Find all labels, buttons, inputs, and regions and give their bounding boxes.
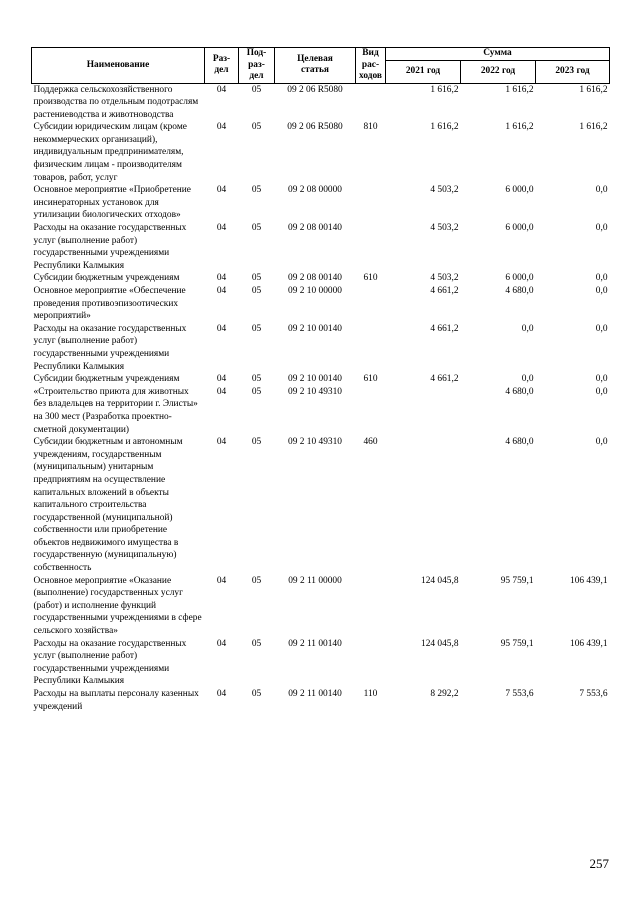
row-sum-2022: 6 000,0: [505, 273, 534, 284]
header-2023: 2023 год: [536, 61, 610, 83]
row-expense-type: [356, 638, 386, 688]
table-row: [32, 121, 610, 184]
row-expense-type: 610: [363, 374, 378, 385]
row-expense-type: [356, 386, 386, 436]
table-row: [32, 436, 610, 575]
row-sum-2021: [386, 386, 461, 436]
row-target: 09 2 08 00000: [288, 185, 342, 196]
table-row: [32, 575, 610, 638]
row-sum-2022: 95 759,1: [500, 575, 534, 586]
row-sum-2023: 0,0: [595, 437, 608, 448]
row-subsection: 05: [251, 286, 262, 296]
row-expense-type: 110: [363, 689, 378, 699]
row-name: Субсидии бюджетным и автономным учреждениям, государственным (муниципальным) унитарным предприятиям на осуществление капитальных вложений в объекты капитального строительства государственной (муниципальной) собственности или приобретение объектов недвижимого имущества в государственную (муниципальную) собственность: [33, 437, 183, 574]
row-name: Поддержка сельскохозяйственного производства по отдельным подотраслям растениеводства и животноводства: [33, 84, 199, 120]
row-section: 04: [216, 122, 227, 133]
page-number: 257: [589, 856, 609, 871]
row-name: «Строительство приюта для животных без владельцев на территории г. Элисты» на 300 мест (Разработка проектно-сметной документации): [33, 386, 198, 435]
table-row: [32, 184, 610, 222]
row-subsection: 05: [251, 84, 262, 95]
row-expense-type: [356, 222, 386, 272]
row-section: 04: [216, 575, 227, 586]
row-target: 09 2 10 49310: [288, 386, 342, 397]
table-body: [32, 83, 610, 713]
row-sum-2021: 4 503,2: [430, 185, 459, 196]
row-sum-2023: 0,0: [595, 374, 608, 385]
row-section: 04: [216, 223, 227, 234]
table-row: [32, 688, 610, 713]
row-subsection: 05: [251, 437, 262, 448]
row-expense-type: 460: [363, 437, 378, 448]
row-sum-2023: 0,0: [595, 223, 608, 234]
row-subsection: 05: [251, 374, 262, 385]
header-2021: 2021 год: [386, 61, 461, 83]
table-row: [32, 83, 610, 121]
row-sum-2023: 0,0: [595, 286, 608, 296]
row-name: Основное мероприятие «Приобретение инсинераторных установок для утилизации биологических отходов»: [33, 185, 191, 221]
row-sum-2022: 7 553,6: [505, 689, 534, 699]
row-subsection: 05: [251, 273, 262, 284]
row-section: 04: [216, 638, 227, 649]
row-section: 04: [216, 323, 227, 334]
row-subsection: 05: [251, 185, 262, 196]
table-row: [32, 373, 610, 386]
header-sum: Сумма: [386, 48, 610, 61]
row-sum-2023: 0,0: [595, 323, 608, 334]
row-target: 09 2 11 00140: [288, 638, 342, 649]
row-sum-2021: 4 661,2: [430, 323, 459, 334]
row-name: Субсидии бюджетным учреждениям: [33, 273, 180, 284]
row-target: 09 2 10 00140: [288, 323, 342, 334]
row-sum-2022: 4 680,0: [505, 386, 534, 397]
row-expense-type: [356, 184, 386, 222]
row-sum-2022: 0,0: [521, 323, 534, 334]
row-section: 04: [216, 185, 227, 196]
row-sum-2023: 0,0: [595, 273, 608, 284]
row-sum-2021: 1 616,2: [430, 84, 459, 95]
row-sum-2022: 1 616,2: [505, 122, 534, 133]
row-target: 09 2 06 R5080: [287, 84, 343, 95]
row-sum-2021: 124 045,8: [421, 575, 459, 586]
row-expense-type: [356, 323, 386, 373]
row-sum-2022: 6 000,0: [505, 185, 534, 196]
row-sum-2023: 0,0: [595, 185, 608, 196]
row-expense-type: 810: [363, 122, 378, 133]
row-sum-2023: 106 439,1: [570, 638, 608, 649]
row-sum-2021: 4 503,2: [430, 273, 459, 284]
row-sum-2022: 0,0: [521, 374, 534, 385]
table-row: [32, 222, 610, 272]
row-name: Расходы на оказание государственных услуг (выполнение работ) государственными учреждениями Республики Калмыкия: [33, 638, 187, 687]
table-row: [32, 285, 610, 323]
row-sum-2021: 1 616,2: [430, 122, 459, 133]
row-target: 09 2 11 00000: [288, 575, 342, 586]
row-subsection: 05: [251, 575, 262, 586]
row-section: 04: [216, 437, 227, 448]
row-name: Субсидии юридическим лицам (кроме некоммерческих организаций), индивидуальным предпринимателям, физическим лицам - производителям товаров, работ, услуг: [33, 122, 187, 183]
row-subsection: 05: [251, 223, 262, 234]
row-expense-type: [356, 575, 386, 638]
row-subsection: 05: [251, 386, 262, 397]
row-sum-2023: 106 439,1: [570, 575, 608, 586]
row-sum-2021: [386, 436, 461, 575]
row-sum-2022: 95 759,1: [500, 638, 534, 649]
row-expense-type: [356, 83, 386, 121]
header-target: Целевая статья: [275, 48, 356, 84]
header-2022: 2022 год: [461, 61, 536, 83]
header-section: Раз- дел: [205, 48, 239, 84]
row-name: Расходы на выплаты персоналу казенных учреждений: [33, 689, 199, 712]
row-name: Основное мероприятие «Обеспечение проведения противоэпизоотических мероприятий»: [33, 286, 186, 322]
row-sum-2021: 8 292,2: [430, 689, 459, 699]
row-target: 09 2 08 00140: [288, 273, 342, 284]
row-sum-2021: 4 503,2: [430, 223, 459, 234]
row-name: Расходы на оказание государственных услуг (выполнение работ) государственными учреждениями Республики Калмыкия: [33, 323, 187, 372]
header-subsection: Под- раз- дел: [239, 48, 275, 84]
row-target: 09 2 10 00000: [288, 286, 342, 296]
row-sum-2023: 7 553,6: [579, 689, 608, 699]
table-row: [32, 386, 610, 436]
table-row: [32, 323, 610, 373]
row-section: 04: [216, 689, 227, 699]
row-target: 09 2 08 00140: [288, 223, 342, 234]
header-name: Наименование: [32, 48, 205, 84]
row-name: Основное мероприятие «Оказание (выполнение) государственных услуг (работ) и исполнение функций государственными учреждениями в сфере сельского хозяйства»: [33, 575, 202, 637]
row-sum-2021: 4 661,2: [430, 286, 459, 296]
row-subsection: 05: [251, 122, 262, 133]
row-expense-type: [356, 285, 386, 323]
row-sum-2023: 0,0: [595, 386, 608, 397]
row-sum-2022: 1 616,2: [505, 84, 534, 95]
row-expense-type: 610: [363, 273, 378, 284]
row-target: 09 2 10 49310: [288, 437, 342, 448]
row-sum-2023: 1 616,2: [579, 122, 608, 133]
row-section: 04: [216, 386, 227, 397]
row-sum-2021: 4 661,2: [430, 374, 459, 385]
row-name: Субсидии бюджетным учреждениям: [33, 374, 180, 385]
row-target: 09 2 06 R5080: [287, 122, 343, 133]
row-section: 04: [216, 84, 227, 95]
row-sum-2023: 1 616,2: [579, 84, 608, 95]
budget-table: [31, 47, 610, 713]
row-sum-2022: 4 680,0: [505, 286, 534, 296]
row-sum-2022: 6 000,0: [505, 223, 534, 234]
row-sum-2021: 124 045,8: [421, 638, 459, 649]
row-section: 04: [216, 286, 227, 296]
table-row: [32, 638, 610, 688]
row-subsection: 05: [251, 689, 262, 699]
header-expense-type: Вид рас- ходов: [356, 48, 386, 84]
row-section: 04: [216, 374, 227, 385]
row-sum-2022: 4 680,0: [505, 437, 534, 448]
table-row: [32, 272, 610, 285]
row-name: Расходы на оказание государственных услуг (выполнение работ) государственными учреждениями Республики Калмыкия: [33, 223, 187, 271]
row-subsection: 05: [251, 638, 262, 649]
row-section: 04: [216, 273, 227, 284]
row-target: 09 2 11 00140: [288, 689, 342, 699]
row-target: 09 2 10 00140: [288, 374, 342, 385]
row-subsection: 05: [251, 323, 262, 334]
